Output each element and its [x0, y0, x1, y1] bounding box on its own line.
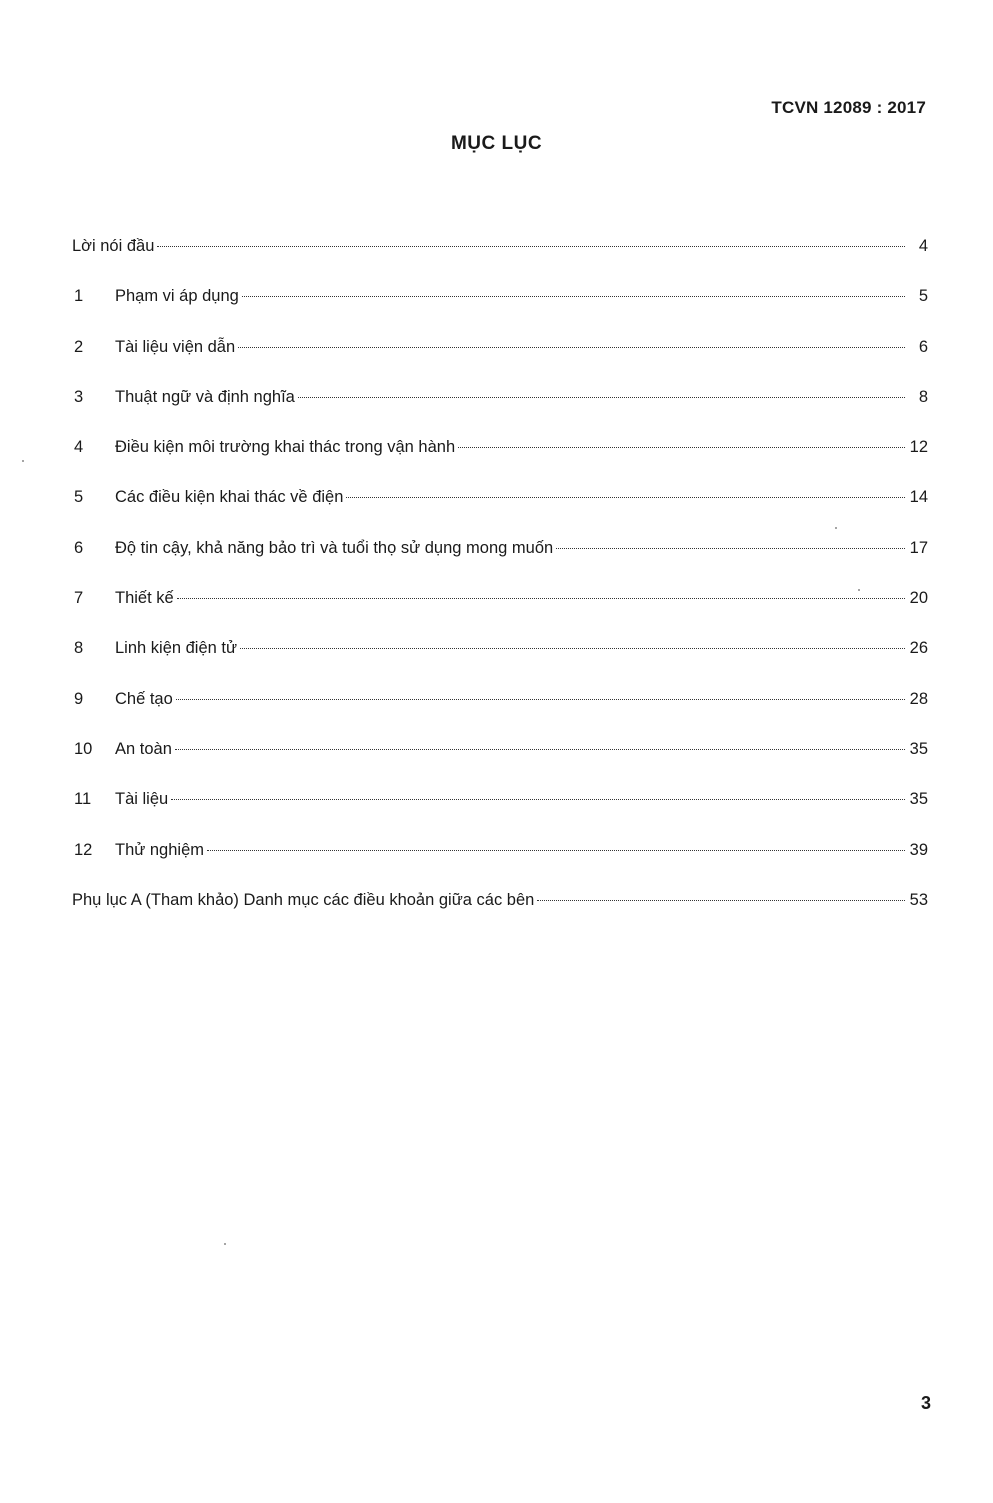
- toc-entry-page: 53: [909, 890, 928, 909]
- toc-entry-number: 4: [74, 438, 84, 457]
- toc-entry-number: 9: [74, 689, 84, 708]
- toc-entry-number: 3: [74, 387, 84, 406]
- toc-entry-number: 6: [74, 538, 84, 557]
- toc-entry-label: Tài liệu: [115, 790, 169, 809]
- toc-entry-number: 11: [74, 790, 92, 809]
- dot-leader: [157, 246, 905, 247]
- table-of-contents: [72, 236, 928, 940]
- toc-entry-9[interactable]: [72, 689, 928, 739]
- toc-entry-page: 28: [909, 689, 928, 708]
- toc-entry-label: Thiết kế: [115, 589, 174, 608]
- toc-entry-8[interactable]: [72, 638, 928, 688]
- toc-entry-page: 12: [909, 438, 928, 457]
- dot-leader: [346, 497, 905, 498]
- toc-entry-page: 17: [909, 538, 928, 557]
- scan-speck: [224, 1243, 226, 1245]
- toc-entry-label: Chế tạo: [115, 689, 173, 708]
- toc-entry-page: 26: [909, 639, 928, 658]
- toc-entry-2[interactable]: [72, 337, 928, 387]
- toc-entry-page: 4: [918, 237, 928, 255]
- toc-entry-label: Các điều kiện khai thác về điện: [115, 488, 344, 507]
- toc-entry-page: 20: [909, 589, 928, 608]
- toc-entry-page: 35: [909, 739, 928, 758]
- standard-identifier: TCVN 12089 : 2017: [771, 98, 926, 117]
- toc-entry-page: 35: [909, 790, 928, 809]
- toc-entry-1[interactable]: [72, 286, 928, 336]
- dot-leader: [298, 397, 905, 398]
- toc-entry-label: Thử nghiệm: [115, 840, 205, 859]
- toc-entry-label: Lời nói đầu: [72, 237, 155, 255]
- scan-speck: [835, 527, 837, 529]
- toc-entry-label: An toàn: [115, 739, 172, 758]
- toc-entry-page: 5: [918, 287, 928, 306]
- toc-entry-annex-a[interactable]: [72, 890, 928, 940]
- toc-entry-page: 8: [918, 387, 928, 406]
- toc-entry-page: 39: [909, 840, 928, 859]
- toc-entry-number: 10: [74, 739, 93, 758]
- toc-entry-3[interactable]: [72, 387, 928, 437]
- toc-entry-number: 7: [74, 589, 84, 608]
- toc-entry-label: Thuật ngữ và định nghĩa: [115, 387, 295, 406]
- toc-entry-number: 1: [74, 287, 84, 306]
- toc-entry-number: 5: [74, 488, 84, 507]
- dot-leader: [176, 699, 905, 700]
- toc-entry-10[interactable]: [72, 739, 928, 789]
- toc-entry-number: 12: [74, 840, 93, 859]
- toc-entry-5[interactable]: [72, 487, 928, 537]
- toc-entry-7[interactable]: [72, 588, 928, 638]
- dot-leader: [175, 749, 905, 750]
- toc-entry-label: Phạm vi áp dụng: [115, 287, 239, 306]
- toc-entry-page: 14: [909, 488, 928, 507]
- toc-entry-6[interactable]: [72, 538, 928, 588]
- dot-leader: [537, 900, 905, 901]
- dot-leader: [242, 296, 905, 297]
- dot-leader: [238, 347, 905, 348]
- page-title: MỤC LỤC: [450, 133, 543, 154]
- toc-entry-11[interactable]: [72, 789, 928, 839]
- toc-entry-label: Phụ lục A (Tham khảo) Danh mục các điều khoản giữa các bên: [72, 890, 535, 909]
- toc-entry-number: 8: [74, 639, 84, 658]
- toc-entry-foreword[interactable]: [72, 236, 928, 286]
- dot-leader: [240, 648, 905, 649]
- dot-leader: [177, 598, 905, 599]
- dot-leader: [207, 850, 905, 851]
- dot-leader: [458, 447, 905, 448]
- toc-entry-label: Điều kiện môi trường khai thác trong vận hành: [115, 438, 456, 457]
- toc-entry-4[interactable]: [72, 437, 928, 487]
- page-number: 3: [920, 1393, 931, 1413]
- toc-entry-label: Độ tin cậy, khả năng bảo trì và tuổi thọ sử dụng mong muốn: [115, 538, 554, 557]
- scan-speck: [22, 460, 24, 462]
- toc-entry-number: 2: [74, 337, 84, 356]
- dot-leader: [556, 548, 905, 549]
- toc-entry-12[interactable]: [72, 840, 928, 890]
- toc-entry-label: Linh kiện điện tử: [115, 639, 238, 658]
- dot-leader: [171, 799, 905, 800]
- toc-entry-page: 6: [918, 337, 928, 356]
- scan-speck: [858, 589, 860, 591]
- toc-entry-label: Tài liệu viện dẫn: [115, 337, 236, 356]
